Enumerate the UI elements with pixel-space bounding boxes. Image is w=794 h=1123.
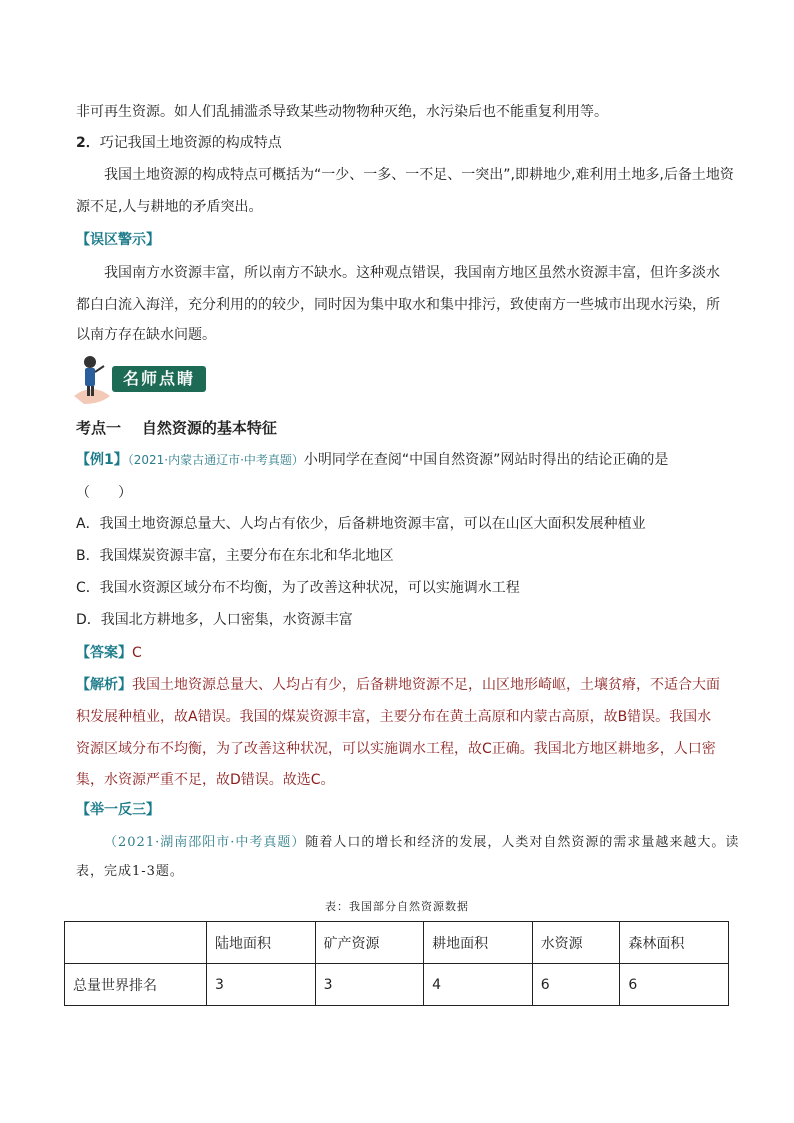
table-header-row [65, 922, 729, 964]
misconception-line: 以南方存在缺水问题。 [76, 327, 216, 343]
example-label: 【例1】 [76, 452, 128, 468]
analysis-line: 资源区域分布不均衡，为了改善这种状况，可以实施调水工程，故C正确。我国北方地区耕地多，人口密 [76, 741, 716, 757]
table-cell: 总量世界排名 [65, 964, 207, 1006]
table-cell: 3 [207, 964, 316, 1006]
table-header-cell: 水资源 [532, 922, 620, 964]
analysis-label: 【解析】 [76, 677, 132, 693]
practice-line: 表，完成1-3题。 [76, 864, 184, 879]
table-header-cell: 矿产资源 [315, 922, 424, 964]
section2-para-line: 源不足,人与耕地的矛盾突出。 [76, 199, 263, 215]
point-heading [76, 418, 277, 438]
table-caption: 表：我国部分自然资源数据 [325, 900, 469, 913]
example-blank: （ ） [76, 485, 132, 501]
table-cell: 6 [532, 964, 620, 1006]
practice-text: 随着人口的增长和经济的发展，人类对自然资源的需求量越来越大。读 [305, 835, 740, 850]
misconception-line: 都白白流入海洋，充分利用的的较少，同时因为集中取水和集中排污，致使南方一些城市出现水污染，所 [76, 297, 720, 313]
section2-number: 2． [76, 135, 100, 151]
point-label: 考点一 [76, 419, 122, 437]
answer [76, 643, 142, 663]
table-header-cell: 陆地面积 [207, 922, 316, 964]
teacher-tips-banner [64, 352, 234, 404]
analysis-line [76, 675, 720, 695]
point-title: 自然资源的基本特征 [141, 419, 277, 437]
table-header-cell: 耕地面积 [424, 922, 533, 964]
table-cell: 3 [315, 964, 424, 1006]
misconception-label: 【误区警示】 [76, 232, 160, 248]
table-header-cell: 森林面积 [620, 922, 729, 964]
practice-source: （2021·湖南邵阳市·中考真题） [104, 835, 306, 850]
option-d: D．我国北方耕地多，人口密集，水资源丰富 [76, 612, 353, 628]
section2-para-line: 我国土地资源的构成特点可概括为“一少、一多、一不足、一突出”,即耕地少,难利用土地多,后备土地资 [104, 167, 734, 183]
analysis-text: 我国土地资源总量大、人均占有少，后备耕地资源不足，山区地形崎岖，土壤贫瘠，不适合大面 [132, 677, 720, 693]
practice-line [104, 833, 739, 853]
banner-title: 名师点睛 [112, 366, 206, 392]
misconception-line: 我国南方水资源丰富，所以南方不缺水。这种观点错误，我国南方地区虽然水资源丰富，但许多淡水 [104, 265, 720, 281]
table-cell: 4 [424, 964, 533, 1006]
analysis-line: 集，水资源严重不足，故D错误。故选C。 [76, 772, 335, 788]
example-source: （2021·内蒙古通辽市·中考真题） [127, 453, 304, 467]
table-row [65, 964, 729, 1006]
practice-label: 【举一反三】 [76, 802, 160, 818]
section2-heading [76, 133, 282, 153]
option-a: A．我国土地资源总量大、人均占有依少，后备耕地资源丰富，可以在山区大面积发展种植业 [76, 516, 646, 532]
example-question [76, 450, 668, 470]
resource-table [64, 921, 729, 1006]
option-b: B．我国煤炭资源丰富，主要分布在东北和华北地区 [76, 548, 394, 564]
table-header-cell [65, 922, 207, 964]
analysis-line: 积发展种植业，故A错误。我国的煤炭资源丰富，主要分布在黄土高原和内蒙古高原，故B错误。我国水 [76, 709, 712, 725]
option-c: C．我国水资源区域分布不均衡，为了改善这种状况，可以实施调水工程 [76, 580, 520, 596]
answer-label: 【答案】 [76, 645, 132, 661]
section2-title: 巧记我国土地资源的构成特点 [99, 135, 282, 151]
teacher-icon [70, 352, 114, 404]
table-cell: 6 [620, 964, 729, 1006]
answer-value: C [132, 645, 142, 661]
intro-line: 非可再生资源。如人们乱捕滥杀导致某些动物物种灭绝，水污染后也不能重复利用等。 [76, 104, 608, 120]
example-text: 小明同学在查阅“中国自然资源”网站时得出的结论正确的是 [303, 452, 669, 468]
